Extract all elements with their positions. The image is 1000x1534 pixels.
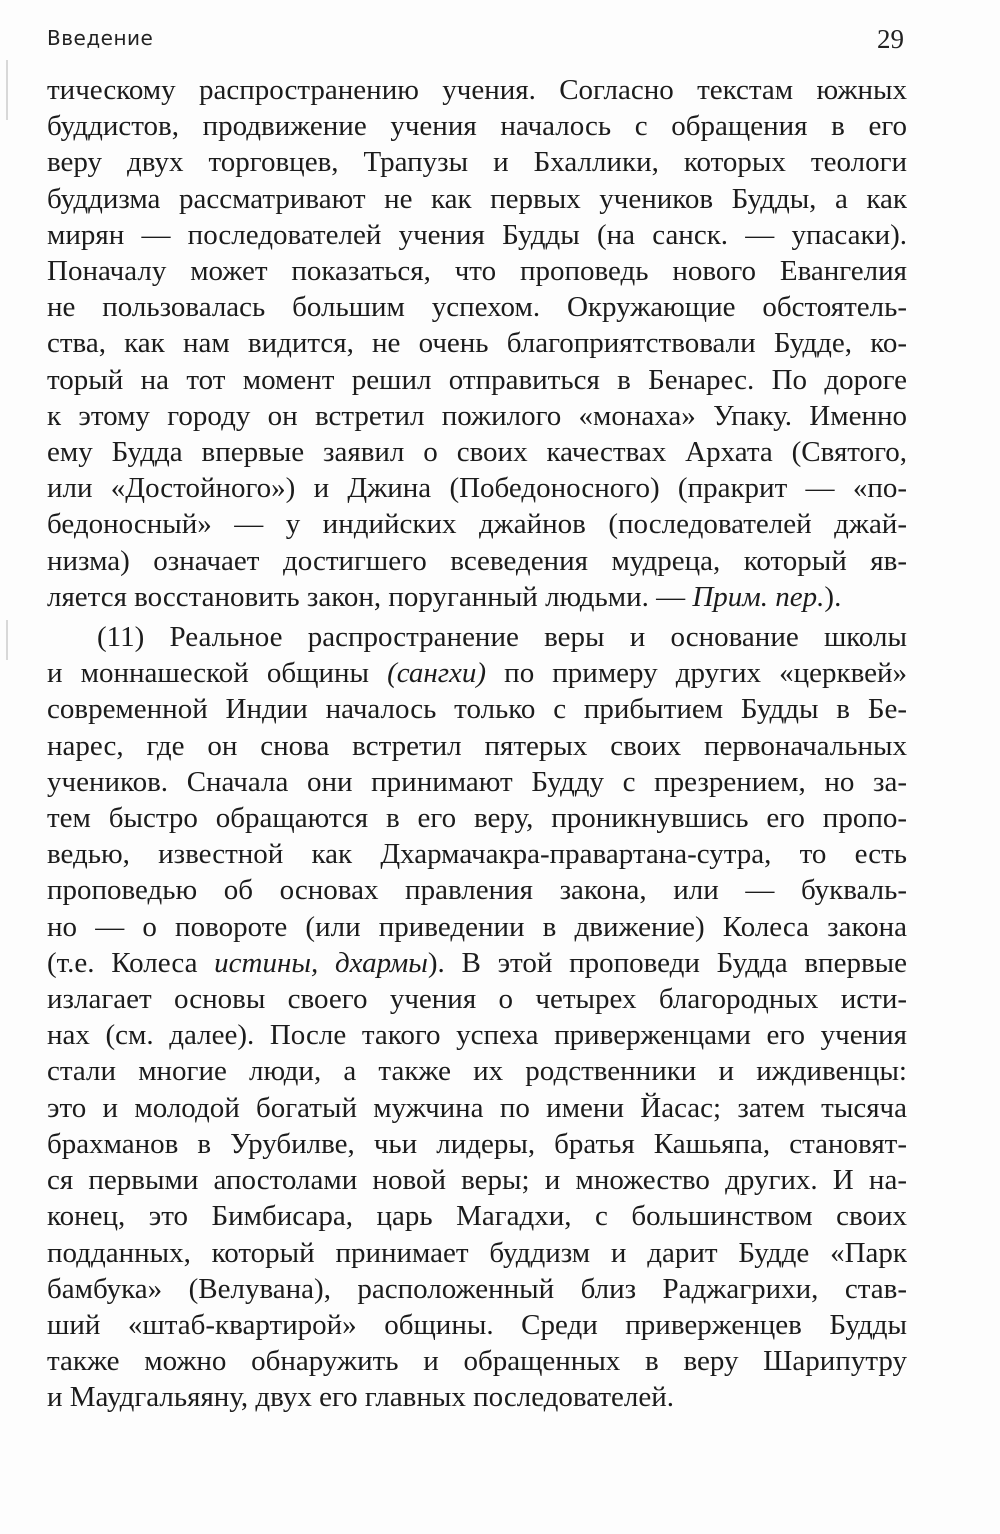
text-segment: по примеру других «церквей» (486, 657, 907, 690)
text-line: низма) означает достигшего всеведения мудреца, который яв- (47, 544, 907, 577)
text-segment: (т.е. Колеса (47, 946, 215, 979)
text-line: тическому распространению учения. Согласно текстам южных (47, 74, 907, 106)
text-line (47, 945, 907, 981)
italic-term: истины, дхармы (214, 946, 428, 979)
text-line: ему Будда впервые заявил о своих качествах Архата (Святого, (47, 436, 907, 469)
italic-term: (сангхи) (387, 657, 487, 690)
text-line: но — о повороте (или приведении в движение) Колеса закона (47, 910, 907, 943)
text-line: ства, как нам видится, не очень благоприятствовали Будде, ко- (47, 327, 907, 360)
paragraph-2 (47, 619, 907, 1415)
page-number: 29 (877, 24, 904, 54)
text-line: к этому городу он встретил пожилого «монаха» Упаку. Именно (47, 399, 907, 432)
text-line (47, 579, 907, 615)
text-line: ведью, известной как Дхармачакра-правартана-сутра, то есть (47, 838, 907, 871)
text-line: учеников. Сначала они принимают Будду с презрением, но за- (47, 765, 907, 798)
text-line: проповедью об основах правления закона, или — букваль- (47, 874, 907, 907)
text-line (47, 655, 907, 691)
text-line: не пользовалась большим успехом. Окружающие обстоятель- (47, 291, 907, 324)
text-line: (11) Реальное распространение веры и основание школы (97, 621, 907, 654)
text-segment: ). (824, 580, 842, 613)
text-line: нах (см. далее). После такого успеха приверженцами его учения (47, 1019, 907, 1052)
scan-edge-mark (6, 60, 8, 120)
text-line: буддизма рассматривают не как первых учеников Будды, а как (47, 182, 907, 215)
text-line: ший «штаб-квартирой» общины. Среди приверженцев Будды (47, 1308, 907, 1341)
text-line: также можно обнаружить и обращенных в веру Шарипутру (47, 1345, 907, 1378)
text-line: торый на тот момент решил отправиться в Бенарес. По дороге (47, 363, 907, 396)
text-segment: и моннашеской общины (47, 657, 388, 690)
text-line: брахманов в Урубилве, чьи лидеры, братья Кашьяпа, становят- (47, 1127, 907, 1160)
text-line: мирян — последователей учения Будды (на санск. — упасаки). (47, 218, 907, 251)
text-line: веру двух торговцев, Трапузы и Бхаллики, которых теологи (47, 146, 907, 179)
text-line: излагает основы своего учения о четырех благородных исти- (47, 983, 907, 1016)
text-line: современной Индии началось только с прибытием Будды в Бе- (47, 693, 907, 726)
text-line: бедоносный» — у индийских джайнов (последователей джай- (47, 508, 907, 541)
text-line: это и молодой богатый мужчина по имени Йасас; затем тысяча (47, 1091, 907, 1124)
running-head: Введение (47, 26, 154, 50)
text-line: ся первыми апостолами новой веры; и множество других. И на- (47, 1164, 907, 1197)
text-line: стали многие люди, а также их родственники и иждивенцы: (47, 1055, 907, 1088)
text-line: подданных, который принимает буддизм и дарит Будде «Парк (47, 1236, 907, 1269)
italic-note: Прим. пер. (692, 580, 825, 613)
text-line: нарес, где он снова встретил пятерых своих первоначальных (47, 729, 907, 762)
text-line: конец, это Бимбисара, царь Магадхи, с большинством своих (47, 1200, 907, 1233)
body-text (47, 72, 907, 1416)
text-line: тем быстро обращаются в его веру, проникнувшись его пропо- (47, 802, 907, 835)
text-line: буддистов, продвижение учения началось с обращения в его (47, 110, 907, 143)
text-line: или «Достойного») и Джина (Победоносного) (пракрит — «по- (47, 472, 907, 505)
text-line: Поначалу может показаться, что проповедь нового Евангелия (47, 255, 907, 288)
text-line: и Маудгальяяну, двух его главных последователей. (47, 1381, 675, 1414)
text-line: бамбука» (Велувана), расположенный близ Раджагрихи, став- (47, 1272, 907, 1305)
text-segment: ). В этой проповеди Будда впервые (427, 946, 907, 979)
paragraph-1 (47, 72, 907, 615)
scan-edge-mark (6, 620, 8, 660)
text-segment: ляется восстановить закон, поруганный людьми. — (47, 580, 693, 613)
